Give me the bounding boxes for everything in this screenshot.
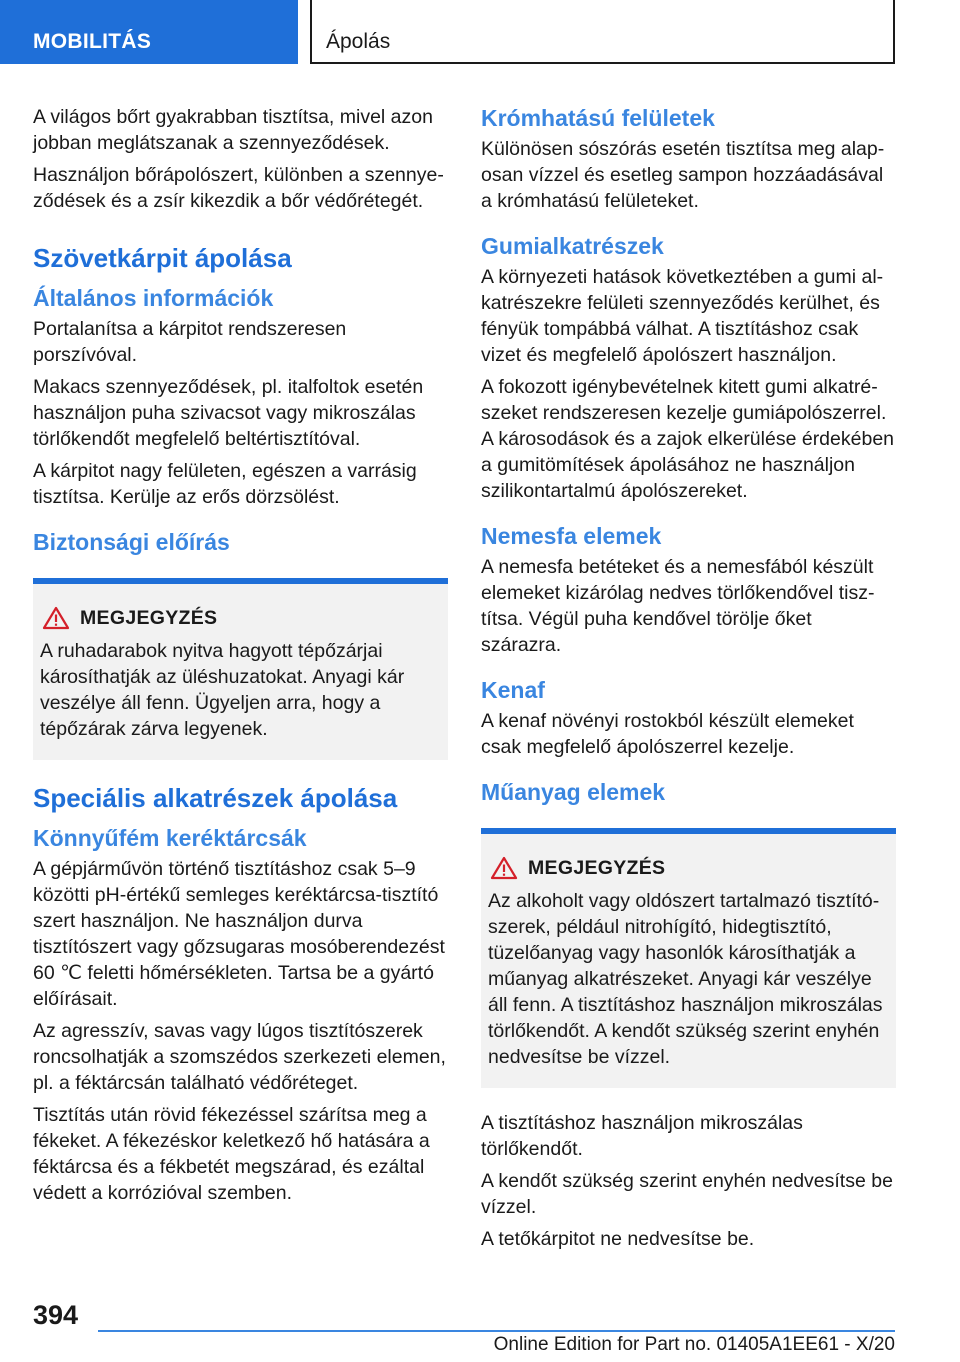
- paragraph: A kendőt szükség szerint enyhén nedvesítse be vízzel.: [481, 1170, 893, 1218]
- paragraph: Különösen sószórás esetén tisztítsa meg alaposan vízzel és esetleg sampon hozzáadásával a krómhatású felületeket.: [481, 138, 885, 212]
- chapter-title: Ápolás: [326, 30, 391, 53]
- paragraph: A kárpitot nagy felületen, egészen a varrásig tisztítsa. Kerülje az erős dörzsölést.: [33, 460, 417, 508]
- paragraph: Használjon bőrápolószert, különben a szennyeződések és a zsír kikezdik a bőr védőrétegét.: [33, 164, 444, 212]
- note-title: MEGJEGYZÉS: [80, 606, 218, 629]
- paragraph: A világos bőrt gyakrabban tisztítsa, mivel azon jobban meglátszanak a szennyeződések.: [33, 106, 433, 154]
- chapter-header: [310, 0, 895, 64]
- note-title: MEGJEGYZÉS: [528, 856, 666, 879]
- paragraph: Az agresszív, savas vagy lúgos tisztítószerek roncsolhatják a szomszédos szerkezeti elemen, pl. a féktárcsán található védőréteget.: [33, 1020, 446, 1094]
- paragraph: A gépjárművön történő tisztításhoz csak 5–9 közötti pH-értékű semleges keréktárcsa-tisztító szert használjon. Ne használjon durva tisztítószert vagy gőzsugaras mosóberendezést 60 ℃ feletti hőmérsékleten. Tartsa be a gyártó előírásait.: [33, 858, 445, 1010]
- paragraph: A tisztításhoz használjon mikroszálas törlőkendőt.: [481, 1112, 803, 1160]
- warning-triangle-icon: [490, 856, 518, 880]
- subheading-altalanos: Általános információk: [33, 285, 274, 311]
- warning-triangle-icon: [42, 606, 70, 630]
- subheading-gumi: Gumialkatrészek: [481, 233, 664, 259]
- footer-edition: Online Edition for Part no. 01405A1EE61 - X/20: [493, 1334, 895, 1355]
- note-box: [481, 828, 896, 1088]
- section-title: MOBILITÁS: [33, 30, 152, 53]
- paragraph: Makacs szennyeződések, pl. italfoltok esetén használjon puha szivacsot vagy mikroszálas törlőkendőt megfelelő beltértisztítóval.: [33, 376, 424, 450]
- note-box: [33, 578, 448, 760]
- right-column: [481, 104, 896, 1258]
- section-tab: [0, 0, 298, 64]
- heading-szovetkarpit: Szövetkárpit ápolása: [33, 243, 292, 273]
- paragraph: A környezeti hatások következtében a gumi alkatrészekre felületi szennyeződés kerülhet, és fényük tompábbá válhat. A tisztításhoz csak vizet és megfelelő ápolószert használjon.: [481, 266, 884, 366]
- note-header: [40, 606, 440, 630]
- note-text: Az alkoholt vagy oldószert tartalmazó tisztítószerek, például nitrohígító, hidegtisztító, tüzelőanyag vagy hasonlók károsíthatják a műanyag alkatrészeket. Anyagi kár veszélye áll fenn. A tisztításhoz használjon mikroszálas törlőkendőt. A kendőt szükség szerint enyhén nedvesítse be vízzel.: [488, 890, 883, 1068]
- note-header: [488, 856, 888, 880]
- note-text: A ruhadarabok nyitva hagyott tépőzárjai károsíthatják az üléshuzatokat. Anyagi kár veszélye áll fenn. Ügyeljen arra, hogy a tépőzárak zárva legyenek.: [40, 640, 405, 740]
- heading-specialis: Speciális alkatrészek ápolása: [33, 783, 398, 813]
- subheading-konnyufem: Könnyűfém keréktárcsák: [33, 825, 307, 851]
- left-column: [33, 104, 448, 1212]
- subheading-muanyag: Műanyag elemek: [481, 779, 666, 805]
- page-number: 394: [33, 1300, 79, 1330]
- footer-divider: [98, 1330, 895, 1332]
- paragraph: A kenaf növényi rostokból készült elemeket csak megfelelő ápolószerrel kezelje.: [481, 710, 854, 758]
- subheading-kenaf: Kenaf: [481, 677, 545, 703]
- paragraph: A tetőkárpitot ne nedvesítse be.: [481, 1228, 755, 1250]
- paragraph: A nemesfa betéteket és a nemesfából készült elemeket kizárólag nedves törlőkendővel tisztítsa. Végül puha kendővel törölje őket szárazra.: [481, 556, 875, 656]
- subheading-biztonsagi: Biztonsági előírás: [33, 529, 230, 555]
- subheading-krom: Krómhatású felületek: [481, 105, 715, 131]
- paragraph: A fokozott igénybevételnek kitett gumi alkatrészeket rendszeresen kezelje gumiápolószerrel. A károsodások és a zajok elkerülése érdekében a gumitömítések ápolásához ne használjon szilikontartalmú ápolószereket.: [481, 376, 895, 502]
- subheading-nemesfa: Nemesfa elemek: [481, 523, 662, 549]
- paragraph: Tisztítás után rövid fékezéssel szárítsa meg a fékeket. A fékezéskor keletkező hő hatására a féktárcsa és a fékbetét megszárad, és ezáltal védett a korrózióval szemben.: [33, 1104, 430, 1204]
- paragraph: Portalanítsa a kárpitot rendszeresen porszívóval.: [33, 318, 347, 366]
